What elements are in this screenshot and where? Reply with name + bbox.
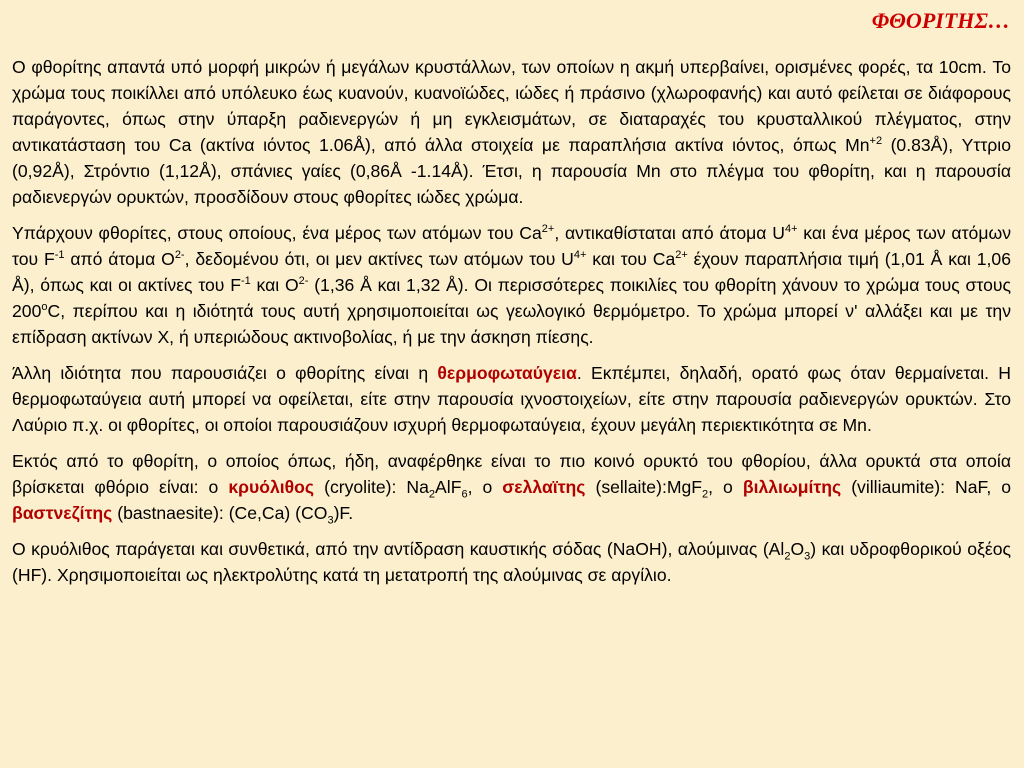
subscript: 2 (702, 488, 709, 501)
text-run: O (790, 539, 805, 559)
text-run: . Εκπέμπει, δηλαδή, ορατό φως όταν θερμαίνεται. Η θερμοφωταύγεια αυτή μπορεί να οφείλεται, είτε στην παρουσία ιχνοστοιχείων, είτε στην παρουσία ραδιενεργών ορυκτών. Στο Λαύριο π.χ. οι φθορίτες, οι οποίοι παρουσιάζουν ισχυρή θερμοφωταύγεια, έχουν μεγάλη περιεκτικότητα σε Mn. (12, 363, 1011, 435)
highlighted-term: βαστνεζίτης (12, 503, 113, 523)
highlighted-term: θερμοφωταύγεια (437, 363, 577, 383)
slide-title: ΦΘΟΡΙΤΗΣ… (871, 8, 1010, 33)
text-run: )F. (333, 503, 354, 523)
superscript: 4+ (573, 249, 587, 262)
subscript: 2 (784, 550, 791, 563)
subscript: 6 (461, 488, 468, 501)
subscript: 3 (327, 514, 334, 527)
text-run: Ο φθορίτης απαντά υπό μορφή μικρών ή μεγάλων κρυστάλλων, των οποίων η ακμή υπερβαίνει, ορισμένες φορές, τα 10cm. Το χρώμα τους ποικίλλει από υπόλευκο έως κυανούν, κυανοϊώδες, ιώδες ή πράσινο (χλωροφανής) και αυτό φείλεται σε διάφορους παράγοντες, όπως στην ύπαρξη ραδιενεργών ή μη εγκλεισμάτων, σε διαταραχές του κρυσταλλικού πλέγματος, στην αντικατάσταση του Ca (ακτίνα ιόντος 1.06Å), από άλλα στοιχεία με παραπλήσια ακτίνα ιόντος, όπως Mn (12, 57, 1011, 155)
text-run: Εκτός από το φθορίτη, ο οποίος όπως, ήδη, αναφέρθηκε είναι το πιο κοινό ορυκτό του φθορίου, άλλα ορυκτά στα οποία βρίσκεται φθόριο είναι: ο (12, 451, 1011, 497)
highlighted-term: σελλαϊτης (502, 477, 586, 497)
text-run: (sellaite):MgF (585, 477, 703, 497)
superscript: -1 (240, 275, 251, 288)
text-run: Ο κρυόλιθος παράγεται και συνθετικά, από την αντίδραση καυστικής σόδας (NaOH), αλούμινας (Al (12, 539, 785, 559)
highlighted-term: βιλλιωμίτης (742, 477, 842, 497)
paragraph (12, 360, 1011, 438)
text-run: (villiaumite): NaF, ο (841, 477, 1012, 497)
text-run: έχουν παραπλήσια τιμή (1,01 Å και 1,06 Å), όπως και οι ακτίνες του F (12, 249, 1011, 295)
superscript: 2+ (675, 249, 688, 262)
superscript: 2- (174, 249, 185, 262)
text-run: C, περίπου και η ιδιότητά τους αυτή χρησιμοποιείται ως γεωλογικό θερμόμετρο. Το χρώμα μπορεί ν' αλλάξει και με την επίδραση ακτίνων X, ή υπεριώδους ακτινοβολίας, ή με την άσκηση πίεσης. (12, 301, 1011, 347)
superscript: -1 (54, 249, 65, 262)
text-run: (bastnaesite): (Ce,Ca) (CO (112, 503, 328, 523)
text-run: και O (250, 275, 299, 295)
paragraph (12, 536, 1011, 588)
text-run: AlF (435, 477, 462, 497)
subscript: 2 (428, 488, 436, 501)
text-run: και ένα μέρος των ατόμων του F (12, 223, 1011, 269)
text-run: Υπάρχουν φθορίτες, στους οποίους, ένα μέρος των ατόμων του Ca (12, 223, 542, 243)
text-run: και του Ca (586, 249, 676, 269)
text-run: ) και υδροφθορικού οξέος (HF). Χρησιμοποιείται ως ηλεκτρολύτης κατά τη μετατροπή της αλούμινας σε αργίλιο. (12, 539, 1011, 585)
superscript: 2+ (541, 223, 555, 236)
text-run: Άλλη ιδιότητα που παρουσιάζει ο φθορίτης είναι η (12, 363, 438, 383)
paragraph (12, 54, 1011, 210)
slide-body (12, 54, 1011, 598)
text-run: , o (467, 477, 503, 497)
text-run: (cryolite): Na (314, 477, 429, 497)
highlighted-term: κρυόλιθος (228, 477, 315, 497)
text-run: από άτομα O (64, 249, 175, 269)
paragraph (12, 220, 1011, 350)
paragraph (12, 448, 1011, 526)
text-run: , δεδομένου ότι, οι μεν ακτίνες των ατόμων του U (184, 249, 574, 269)
subscript: 3 (804, 550, 811, 563)
text-run: (1,36 Å και 1,32 Å). Οι περισσότερες ποικιλίες του φθορίτη χάνουν το χρώμα τους στους 200 (12, 275, 1011, 321)
superscript: 4+ (784, 223, 798, 236)
superscript: +2 (869, 135, 883, 148)
superscript: o (41, 301, 48, 314)
text-run: , ο (708, 477, 743, 497)
text-run: (0.83Å), Υττριο (0,92Å), Στρόντιο (1,12Å), σπάνιες γαίες (0,86Å -1.14Å). Έτσι, η παρουσία Mn στο πλέγμα του φθορίτη, και η παρουσία ραδιενεργών ορυκτών, προσδίδουν στους φθορίτες ιώδες χρώμα. (12, 135, 1011, 207)
text-run: , αντικαθίσταται από άτομα U (554, 223, 785, 243)
superscript: 2- (298, 275, 309, 288)
